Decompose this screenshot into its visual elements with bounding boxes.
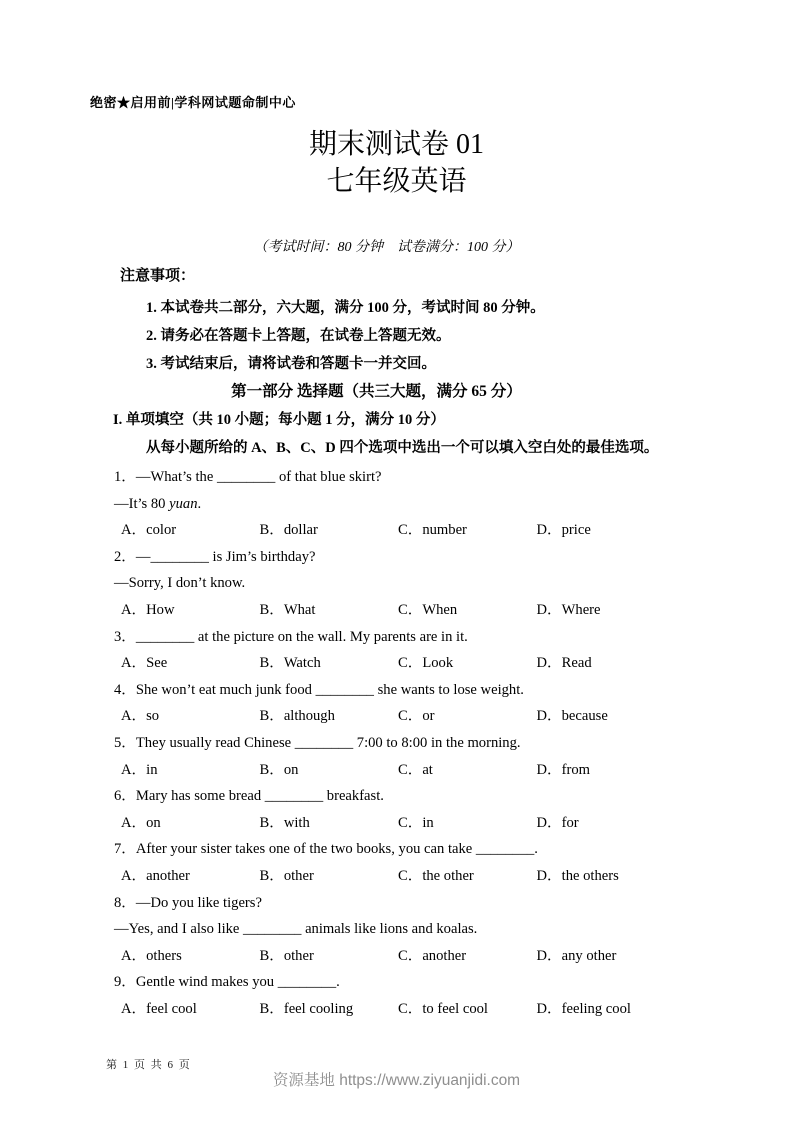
question-7-stem: 7．After your sister takes one of the two books, you can take ________. — [114, 841, 538, 858]
question-8-stem: 8．—Do you like tigers? — [114, 894, 262, 911]
doc-title-line2: 七年级英语 — [326, 166, 467, 197]
option-a: A．See — [121, 655, 168, 672]
doc-title-line1: 期末测试卷 01 — [308, 129, 484, 160]
option-d: D．for — [536, 814, 579, 831]
dialogue-post: . — [197, 495, 202, 512]
option-b: B．on — [259, 761, 299, 778]
question-6-stem: 6．Mary has some bread ________ breakfast. — [114, 788, 384, 805]
option-d: D．Read — [536, 655, 592, 672]
option-d: D．any other — [536, 947, 617, 964]
option-c: C．to feel cool — [398, 1000, 488, 1017]
notice-heading: 注意事项： — [120, 268, 196, 284]
option-d: D．the others — [536, 867, 619, 884]
option-c: C．in — [398, 814, 434, 831]
notice-item-1: 1. 本试卷共二部分，六大题，满分 100 分，考试时间 80 分钟。 — [146, 300, 545, 316]
question-3-stem: 3．________ at the picture on the wall. My parents are in it. — [114, 628, 468, 645]
option-a: A．so — [121, 708, 160, 725]
option-b: B．although — [259, 708, 335, 725]
italic-word: yuan — [169, 495, 198, 512]
option-b: B．dollar — [259, 522, 318, 539]
question-5-stem: 5．They usually read Chinese ________ 7:00 to 8:00 in the morning. — [114, 734, 521, 751]
option-b: B．other — [259, 947, 314, 964]
question-8-options — [0, 943, 793, 970]
option-d: D．price — [536, 522, 591, 539]
classified-header: 绝密★启用前|学科网试题命制中心 — [90, 95, 296, 110]
exam-info: （考试时间：80 分钟 试卷满分：100 分） — [253, 240, 520, 255]
option-c: C．the other — [398, 867, 474, 884]
watermark-text: 资源基地 https://www.ziyuanjidi.com — [272, 1072, 521, 1089]
question-1-options — [0, 517, 793, 544]
section1-heading: I. 单项填空（共 10 小题；每小题 1 分，满分 10 分） — [113, 412, 445, 428]
question-9-stem: 9．Gentle wind makes you ________. — [114, 974, 340, 991]
question-5-options — [0, 757, 793, 784]
option-c: C．or — [398, 708, 435, 725]
option-d: D．feeling cool — [536, 1000, 631, 1017]
option-d: D．Where — [536, 601, 601, 618]
doc-title — [0, 126, 793, 200]
question-2-dialogue: —Sorry, I don’t know. — [114, 575, 246, 592]
question-2-options — [0, 597, 793, 624]
question-2-stem: 2．—________ is Jim’s birthday? — [114, 548, 316, 565]
question-1-dialogue — [0, 491, 793, 518]
option-d: D．from — [536, 761, 591, 778]
option-c: C．number — [398, 522, 467, 539]
question-8-dialogue: —Yes, and I also like ________ animals like lions and koalas. — [114, 921, 478, 938]
question-1-stem: 1．—What’s the ________ of that blue skirt? — [114, 469, 382, 485]
option-b: B．Watch — [259, 655, 321, 672]
option-b: B．feel cooling — [259, 1000, 354, 1017]
question-9-options — [0, 996, 793, 1023]
page-number-info: 第 1 页 共 6 页 — [106, 1059, 192, 1071]
notice-item-2: 2. 请务必在答题卡上答题，在试卷上答题无效。 — [146, 328, 451, 344]
option-a: A．others — [121, 947, 182, 964]
option-a: A．How — [121, 601, 175, 618]
option-b: B．other — [259, 867, 314, 884]
option-c: C．When — [398, 601, 458, 618]
question-3-options — [0, 650, 793, 677]
option-b: B．What — [259, 601, 316, 618]
option-a: A．on — [121, 814, 161, 831]
option-c: C．another — [398, 947, 467, 964]
section1-instruction: 从每小题所给的 A、B、C、D 四个选项中选出一个可以填入空白处的最佳选项。 — [146, 440, 659, 456]
option-a: A．feel cool — [121, 1000, 197, 1017]
notice-item-3: 3. 考试结束后，请将试卷和答题卡一并交回。 — [146, 356, 436, 372]
option-d: D．because — [536, 708, 608, 725]
option-c: C．at — [398, 761, 433, 778]
option-a: A．in — [121, 761, 158, 778]
option-c: C．Look — [398, 655, 454, 672]
question-6-options — [0, 810, 793, 837]
part1-heading: 第一部分 选择题（共三大题，满分 65 分） — [231, 383, 522, 400]
question-7-options — [0, 863, 793, 890]
question-4-stem: 4．She won’t eat much junk food ________ she wants to lose weight. — [114, 681, 524, 698]
option-a: A．color — [121, 522, 177, 539]
question-4-options — [0, 703, 793, 730]
option-a: A．another — [121, 867, 190, 884]
dialogue-pre: —It’s 80 — [114, 495, 170, 512]
option-b: B．with — [259, 814, 310, 831]
questions-area — [0, 464, 793, 1022]
